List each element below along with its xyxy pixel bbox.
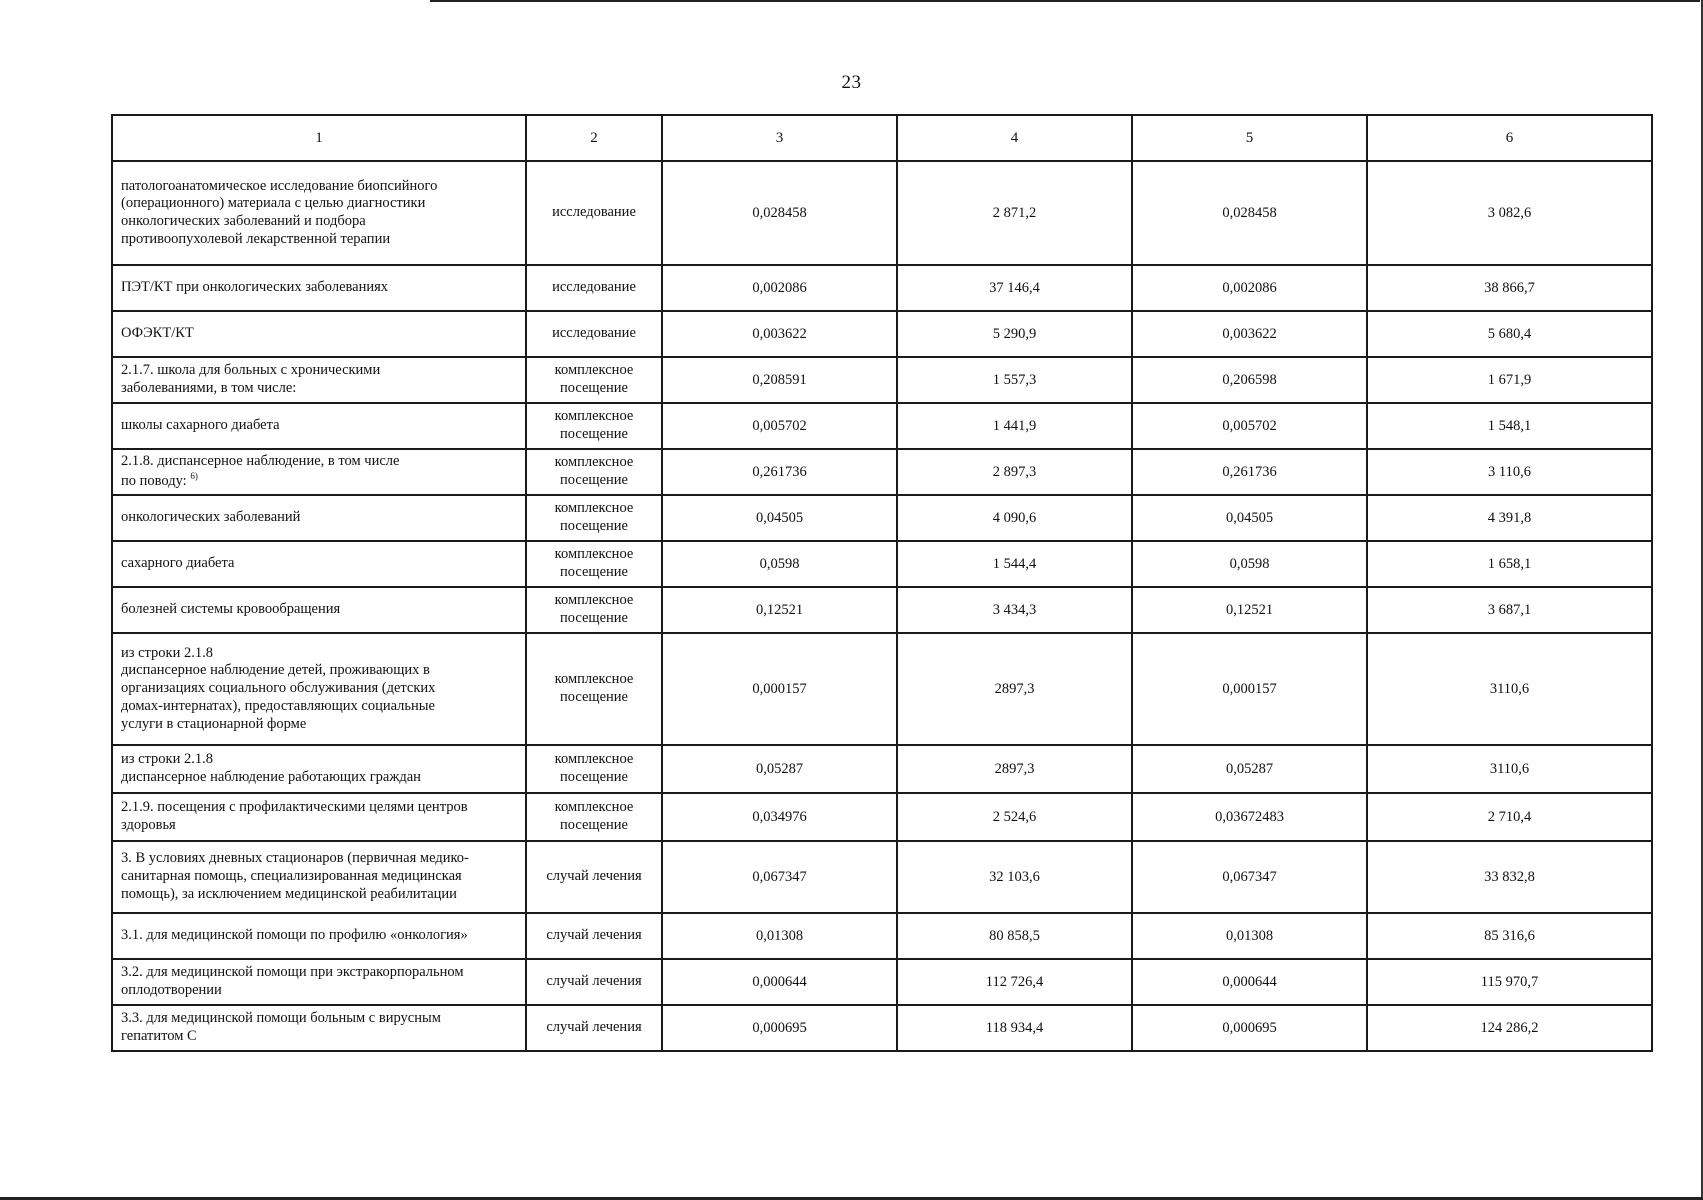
unit-text: случай лечения (546, 927, 642, 944)
row-name-line (121, 927, 517, 945)
row-name-text: (операционного) материала с целью диагностики (121, 195, 426, 212)
row-name-text: из строки 2.1.8 (121, 644, 213, 661)
unit-text: посещение (560, 518, 628, 534)
table-row (112, 745, 1652, 793)
row-name-line (121, 362, 517, 380)
value-cell-c5: 0,002086 (1132, 265, 1367, 311)
value-cell-c3: 0,12521 (662, 587, 897, 633)
row-name-text: санитарная помощь, специализированная медицинская (121, 868, 462, 885)
row-name-cell (112, 793, 526, 841)
value-cell-c4: 2897,3 (897, 633, 1132, 745)
row-name-line (121, 868, 517, 886)
row-name-line (121, 213, 517, 231)
row-name-line (121, 1028, 517, 1046)
value-cell-c5: 0,261736 (1132, 449, 1367, 495)
row-name-text: 3.3. для медицинской помощи больным с вирусным (121, 1010, 441, 1027)
table-row (112, 587, 1652, 633)
table-body (112, 161, 1652, 1051)
value-cell-c6: 3 082,6 (1367, 161, 1652, 265)
unit-text: случай лечения (546, 868, 642, 885)
unit-cell (526, 913, 662, 959)
value-cell-c3: 0,002086 (662, 265, 897, 311)
row-name-text: диспансерное наблюдение работающих граждан (121, 769, 421, 785)
row-name-cell (112, 161, 526, 265)
value-cell-c6: 3 110,6 (1367, 449, 1652, 495)
footnote-marker: 6) (190, 471, 198, 482)
value-cell-c3: 0,034976 (662, 793, 897, 841)
value-cell-c5: 0,000157 (1132, 633, 1367, 745)
value-cell-c6: 124 286,2 (1367, 1005, 1652, 1051)
value-cell-c5: 0,000644 (1132, 959, 1367, 1005)
unit-cell (526, 265, 662, 311)
unit-text: посещение (560, 564, 628, 580)
table-row (112, 161, 1652, 265)
value-cell-c6: 115 970,7 (1367, 959, 1652, 1005)
value-cell-c3: 0,261736 (662, 449, 897, 495)
unit-text: комплексное (554, 799, 634, 816)
unit-text: исследование (552, 204, 636, 221)
header-cell: 5 (1132, 115, 1367, 161)
value-cell-c5: 0,028458 (1132, 161, 1367, 265)
unit-text: посещение (560, 817, 628, 833)
unit-cell (526, 587, 662, 633)
unit-cell (526, 357, 662, 403)
row-name-line (121, 680, 517, 698)
row-name-cell (112, 959, 526, 1005)
row-name-text: 2.1.9. посещения с профилактическими целями центров (121, 799, 468, 816)
value-cell-c5: 0,04505 (1132, 495, 1367, 541)
row-name-line (121, 716, 517, 734)
row-name-line (121, 799, 517, 817)
table-header-row (112, 115, 1652, 161)
value-cell-c6: 3110,6 (1367, 745, 1652, 793)
value-cell-c4: 1 544,4 (897, 541, 1132, 587)
value-cell-c3: 0,000644 (662, 959, 897, 1005)
unit-cell (526, 403, 662, 449)
unit-text: исследование (552, 325, 636, 342)
row-name-line (121, 982, 517, 1000)
unit-text: комплексное (554, 500, 634, 517)
unit-text: комплексное (554, 408, 634, 425)
unit-text: посещение (560, 610, 628, 626)
value-cell-c6: 3 687,1 (1367, 587, 1652, 633)
table-row (112, 841, 1652, 913)
unit-text: комплексное (554, 592, 634, 609)
row-name-text: услуги в стационарной форме (121, 715, 307, 732)
value-cell-c3: 0,01308 (662, 913, 897, 959)
unit-cell (526, 161, 662, 265)
value-cell-c5: 0,0598 (1132, 541, 1367, 587)
value-cell-c3: 0,04505 (662, 495, 897, 541)
value-cell-c6: 85 316,6 (1367, 913, 1652, 959)
row-name-text: здоровья (121, 817, 176, 833)
row-name-text: онкологических заболеваний (121, 509, 301, 526)
value-cell-c4: 4 090,6 (897, 495, 1132, 541)
header-cell: 3 (662, 115, 897, 161)
value-cell-c3: 0,05287 (662, 745, 897, 793)
value-cell-c3: 0,000157 (662, 633, 897, 745)
table-row (112, 495, 1652, 541)
row-name-line (121, 325, 517, 343)
row-name-text: диспансерное наблюдение детей, проживающих в (121, 662, 430, 679)
value-cell-c4: 2897,3 (897, 745, 1132, 793)
unit-text: комплексное (554, 362, 634, 379)
value-cell-c6: 33 832,8 (1367, 841, 1652, 913)
table-row (112, 403, 1652, 449)
table-row (112, 311, 1652, 357)
unit-text: комплексное (554, 671, 634, 688)
table-row (112, 793, 1652, 841)
row-name-cell (112, 633, 526, 745)
unit-text: комплексное (554, 751, 634, 768)
value-cell-c5: 0,005702 (1132, 403, 1367, 449)
value-cell-c6: 5 680,4 (1367, 311, 1652, 357)
table-row (112, 1005, 1652, 1051)
unit-text: случай лечения (546, 1019, 642, 1036)
value-cell-c3: 0,028458 (662, 161, 897, 265)
unit-cell (526, 633, 662, 745)
value-cell-c5: 0,01308 (1132, 913, 1367, 959)
value-cell-c4: 37 146,4 (897, 265, 1132, 311)
unit-cell (526, 541, 662, 587)
row-name-line (121, 509, 517, 527)
row-name-cell (112, 541, 526, 587)
value-cell-c5: 0,03672483 (1132, 793, 1367, 841)
value-cell-c5: 0,05287 (1132, 745, 1367, 793)
value-cell-c5: 0,206598 (1132, 357, 1367, 403)
row-name-line (121, 231, 517, 249)
table-row (112, 449, 1652, 495)
value-cell-c3: 0,005702 (662, 403, 897, 449)
header-cell: 1 (112, 115, 526, 161)
value-cell-c3: 0,000695 (662, 1005, 897, 1051)
row-name-line (121, 279, 517, 297)
row-name-cell (112, 745, 526, 793)
row-name-line (121, 886, 517, 904)
row-name-text: 3.2. для медицинской помощи при экстракорпоральном (121, 964, 464, 981)
row-name-text: 3.1. для медицинской помощи по профилю «онкология» (121, 927, 468, 944)
row-name-line (121, 850, 517, 868)
row-name-text: из строки 2.1.8 (121, 751, 213, 768)
value-cell-c4: 118 934,4 (897, 1005, 1132, 1051)
unit-cell (526, 449, 662, 495)
row-name-cell (112, 587, 526, 633)
unit-text: посещение (560, 689, 628, 705)
value-cell-c6: 38 866,7 (1367, 265, 1652, 311)
value-cell-c4: 2 524,6 (897, 793, 1132, 841)
row-name-text: 2.1.7. школа для больных с хроническими (121, 362, 381, 379)
row-name-line (121, 417, 517, 435)
value-cell-c3: 0,067347 (662, 841, 897, 913)
value-cell-c6: 3110,6 (1367, 633, 1652, 745)
row-name-text: болезней системы кровообращения (121, 601, 341, 618)
row-name-line (121, 645, 517, 663)
row-name-line (121, 751, 517, 769)
row-name-line (121, 964, 517, 982)
value-cell-c5: 0,067347 (1132, 841, 1367, 913)
table-row (112, 959, 1652, 1005)
unit-text: исследование (552, 279, 636, 296)
row-name-cell (112, 265, 526, 311)
unit-cell (526, 495, 662, 541)
header-cell: 2 (526, 115, 662, 161)
table-row (112, 633, 1652, 745)
row-name-cell (112, 913, 526, 959)
unit-text: посещение (560, 426, 628, 442)
row-name-line (121, 698, 517, 716)
row-name-text: оплодотворении (121, 982, 222, 998)
row-name-text: заболеваниями, в том числе: (121, 380, 297, 396)
row-name-cell (112, 1005, 526, 1051)
value-cell-c6: 1 671,9 (1367, 357, 1652, 403)
table-row (112, 265, 1652, 311)
value-cell-c4: 32 103,6 (897, 841, 1132, 913)
row-name-text: школы сахарного диабета (121, 417, 280, 434)
header-cell: 4 (897, 115, 1132, 161)
value-cell-c4: 1 557,3 (897, 357, 1132, 403)
row-name-text: сахарного диабета (121, 555, 235, 572)
unit-text: случай лечения (546, 973, 642, 990)
row-name-text: онкологических заболеваний и подбора (121, 213, 366, 229)
table-row (112, 913, 1652, 959)
row-name-line (121, 662, 517, 680)
row-name-line (121, 453, 517, 471)
row-name-cell (112, 311, 526, 357)
row-name-cell (112, 357, 526, 403)
value-cell-c4: 1 441,9 (897, 403, 1132, 449)
row-name-text: противоопухолевой лекарственной терапии (121, 230, 391, 247)
row-name-line (121, 555, 517, 573)
row-name-text: ПЭТ/КТ при онкологических заболеваниях (121, 279, 389, 296)
value-cell-c4: 5 290,9 (897, 311, 1132, 357)
value-cell-c5: 0,000695 (1132, 1005, 1367, 1051)
value-cell-c4: 2 897,3 (897, 449, 1132, 495)
value-cell-c6: 1 658,1 (1367, 541, 1652, 587)
row-name-text: 2.1.8. диспансерное наблюдение, в том числе (121, 453, 400, 470)
value-cell-c5: 0,12521 (1132, 587, 1367, 633)
row-name-line (121, 817, 517, 835)
value-cell-c6: 1 548,1 (1367, 403, 1652, 449)
row-name-line (121, 601, 517, 619)
value-cell-c4: 80 858,5 (897, 913, 1132, 959)
unit-cell (526, 841, 662, 913)
data-table (111, 114, 1653, 1052)
row-name-line (121, 380, 517, 398)
value-cell-c5: 0,003622 (1132, 311, 1367, 357)
unit-text: комплексное (554, 546, 634, 563)
page-number: 23 (841, 72, 862, 93)
row-name-text: помощь), за исключением медицинской реабилитации (121, 885, 457, 902)
value-cell-c4: 2 871,2 (897, 161, 1132, 265)
row-name-text: ОФЭКТ/КТ (121, 325, 194, 342)
scan-edge-top (430, 0, 1700, 2)
row-name-line (121, 1010, 517, 1028)
unit-text: посещение (560, 769, 628, 785)
row-name-text: патологоанатомическое исследование биопсийного (121, 177, 438, 194)
value-cell-c4: 112 726,4 (897, 959, 1132, 1005)
unit-text: комплексное (554, 454, 634, 471)
row-name-line (121, 769, 517, 787)
row-name-cell (112, 403, 526, 449)
value-cell-c3: 0,208591 (662, 357, 897, 403)
value-cell-c6: 4 391,8 (1367, 495, 1652, 541)
row-name-line (121, 471, 517, 491)
unit-cell (526, 793, 662, 841)
row-name-line (121, 195, 517, 213)
row-name-text: 3. В условиях дневных стационаров (первичная медико- (121, 850, 469, 867)
value-cell-c4: 3 434,3 (897, 587, 1132, 633)
value-cell-c6: 2 710,4 (1367, 793, 1652, 841)
row-name-text: организациях социального обслуживания (детских (121, 680, 436, 697)
row-name-line (121, 178, 517, 196)
unit-text: посещение (560, 380, 628, 396)
row-name-cell (112, 841, 526, 913)
unit-cell (526, 1005, 662, 1051)
unit-text: посещение (560, 472, 628, 488)
unit-cell (526, 745, 662, 793)
row-name-cell (112, 495, 526, 541)
row-name-text: домах-интернатах), предоставляющих социальные (121, 697, 435, 714)
value-cell-c3: 0,0598 (662, 541, 897, 587)
row-name-text: гепатитом С (121, 1028, 197, 1044)
unit-cell (526, 311, 662, 357)
row-name-cell (112, 449, 526, 495)
header-cell: 6 (1367, 115, 1652, 161)
table-row (112, 357, 1652, 403)
row-name-text: по поводу: (121, 472, 187, 489)
unit-cell (526, 959, 662, 1005)
value-cell-c3: 0,003622 (662, 311, 897, 357)
table-row (112, 541, 1652, 587)
